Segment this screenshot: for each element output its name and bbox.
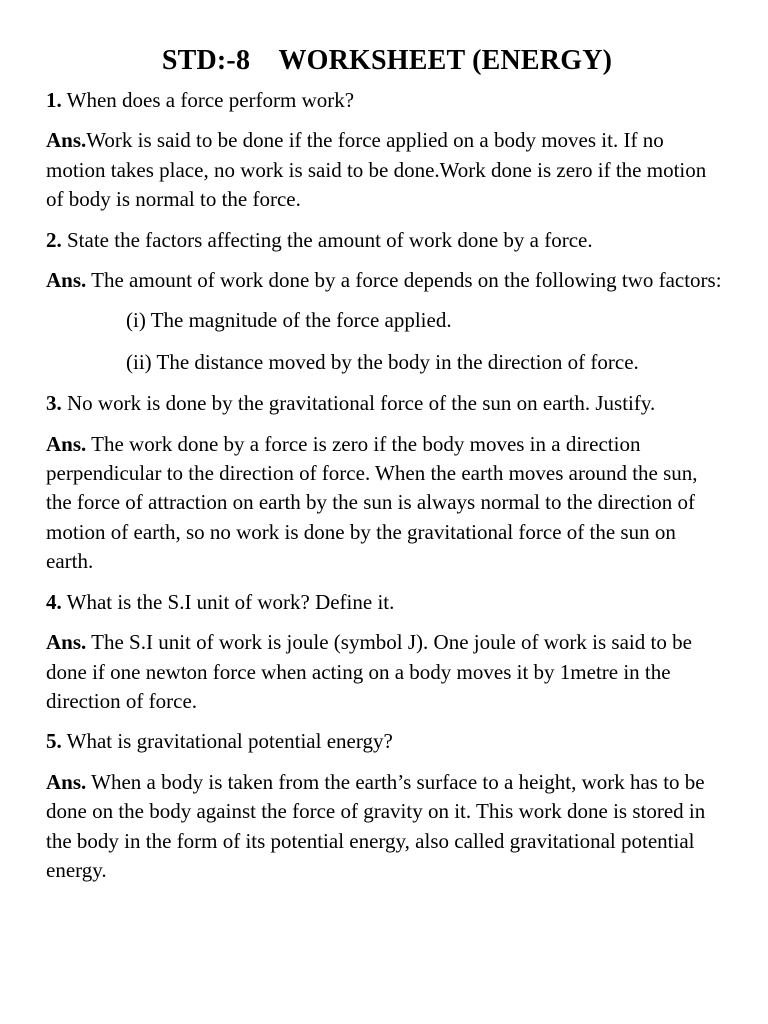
- question-text: When does a force perform work?: [61, 88, 355, 112]
- answer-text: Work is said to be done if the force applied on a body moves it. If no motion takes place, no work is said to be done.Work done is zero if the motion of body is normal to the force.: [46, 128, 707, 212]
- answer-text: The amount of work done by a force depends on the following two factors:: [86, 268, 722, 293]
- answer-label: Ans.: [46, 128, 87, 153]
- question-text: No work is done by the gravitational force of the sun on earth. Justify.: [61, 391, 656, 416]
- answer-label: Ans.: [46, 630, 87, 655]
- question-number: 5.: [46, 729, 62, 754]
- answer-text: When a body is taken from the earth’s surface to a height, work has to be done on the body against the force of gravity on it. This work done is stored in the body in the form of its potential energy, also called gravitational potential energy.: [46, 769, 706, 882]
- answer-label: Ans.: [46, 769, 87, 794]
- answer-text: The work done by a force is zero if the body moves in a direction perpendicular to the direction of force. When the earth moves around the sun, the force of attraction on earth by the sun is always normal to the direction of motion of earth, so no work is done by the gravitational force of the sun on earth.: [46, 431, 698, 574]
- question-text: What is the S.I unit of work? Define it.: [61, 589, 395, 614]
- question-2: [46, 226, 728, 255]
- answer-label: Ans.: [46, 268, 87, 293]
- question-number: 3.: [46, 391, 62, 416]
- question-number: 4.: [46, 589, 62, 614]
- answer-2: [46, 266, 728, 295]
- answer-3: [46, 430, 728, 577]
- question-4: [46, 588, 728, 617]
- answer-label: Ans.: [46, 431, 87, 456]
- question-text: State the factors affecting the amount of work done by a force.: [61, 227, 593, 252]
- question-1: [46, 86, 728, 115]
- question-number: 2.: [46, 227, 62, 252]
- question-5: [46, 727, 728, 756]
- question-text: What is gravitational potential energy?: [61, 729, 393, 754]
- answer-4: [46, 628, 728, 716]
- question-number: 1.: [46, 88, 62, 112]
- answer-2-point-2: (ii) The distance moved by the body in the direction of force.: [126, 349, 639, 374]
- answer-5: [46, 768, 728, 886]
- answer-1: [46, 126, 728, 214]
- answer-2-point-1: (i) The magnitude of the force applied.: [126, 308, 452, 333]
- question-3: [46, 389, 728, 418]
- answer-text: The S.I unit of work is joule (symbol J). One joule of work is said to be done if one newton force when acting on a body moves it by 1metre in the direction of force.: [46, 630, 692, 713]
- page-title: STD:-8 WORKSHEET (ENERGY): [161, 45, 613, 76]
